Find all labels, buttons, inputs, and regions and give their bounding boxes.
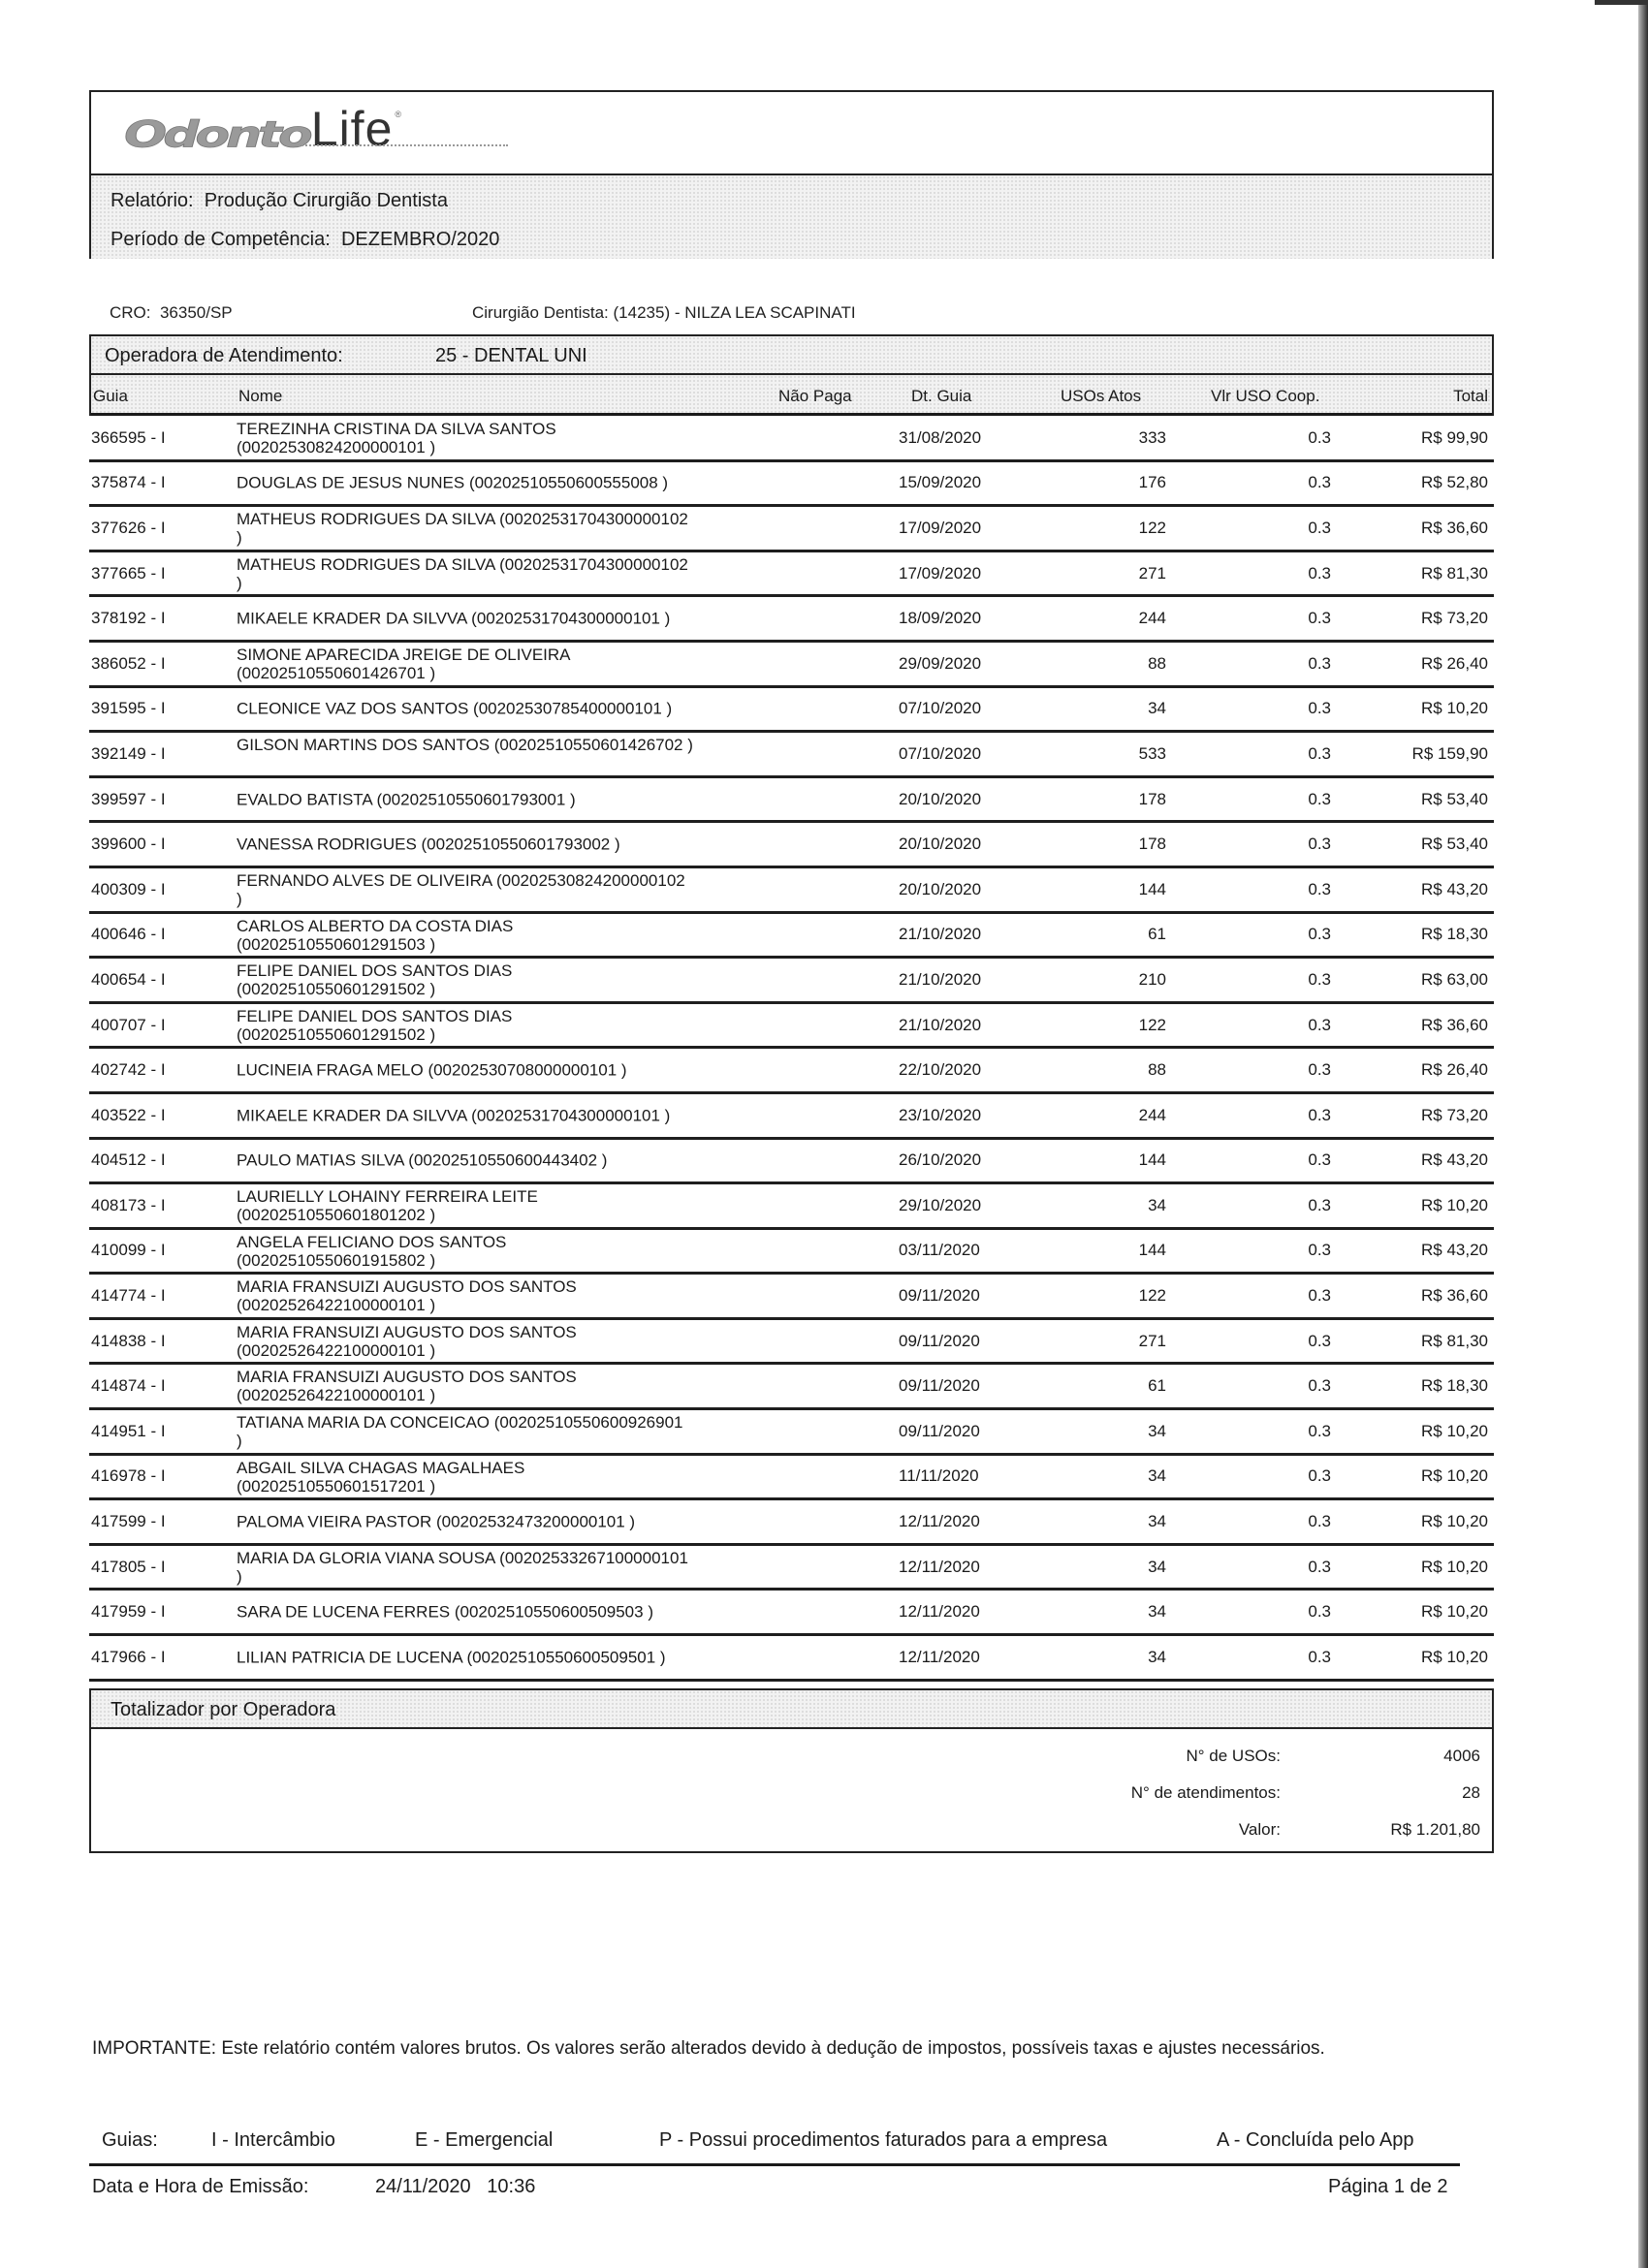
guia-number: 414838 - I — [91, 1331, 166, 1350]
usos-atos: 178 — [1138, 789, 1166, 808]
logo-area — [91, 92, 1492, 175]
emission-value: 24/11/2020 10:36 — [375, 2176, 536, 2197]
usos-atos: 122 — [1138, 1015, 1166, 1034]
row-total: R$ 26,40 — [1421, 653, 1488, 673]
row-total: R$ 10,20 — [1421, 1421, 1488, 1440]
row-total: R$ 43,20 — [1421, 879, 1488, 898]
patient-name-line2: (00202526422100000101 ) — [237, 1296, 436, 1315]
patient-name-line1: EVALDO BATISTA (00202510550601793001 ) — [237, 790, 576, 809]
usos-atos: 271 — [1138, 1331, 1166, 1350]
patient-name — [237, 1513, 779, 1531]
usos-atos: 34 — [1148, 1195, 1166, 1214]
guia-number: 410099 - I — [91, 1241, 166, 1260]
operadora-label: Operadora de Atendimento: — [105, 345, 343, 366]
vlr-uso: 0.3 — [1308, 789, 1331, 808]
patient-name-line1: MATHEUS RODRIGUES DA SILVA (00202531704300000102 — [237, 510, 688, 529]
vlr-uso: 0.3 — [1308, 1466, 1331, 1486]
totalizador-title: Totalizador por Operadora — [91, 1690, 1492, 1729]
patient-name-line1: FERNANDO ALVES DE OLIVEIRA (00202530824200000102 — [237, 870, 685, 890]
patient-name-line2: (00202510550601517201 ) — [237, 1476, 436, 1496]
guia-number: 414774 - I — [91, 1286, 166, 1306]
vlr-uso: 0.3 — [1308, 1376, 1331, 1396]
usos-atos: 61 — [1148, 925, 1166, 944]
row-total: R$ 73,20 — [1421, 1105, 1488, 1124]
logo-life-text: Life — [310, 102, 394, 156]
usos-atos: 144 — [1138, 879, 1166, 898]
row-total: R$ 52,80 — [1421, 473, 1488, 492]
guia-number: 391595 - I — [91, 699, 166, 718]
patient-name — [237, 1323, 779, 1360]
vlr-uso: 0.3 — [1308, 609, 1331, 628]
row-total: R$ 81,30 — [1421, 563, 1488, 583]
col-nao-paga: Não Paga — [778, 387, 852, 405]
guia-date: 29/10/2020 — [899, 1195, 982, 1214]
usos-atos: 88 — [1148, 653, 1166, 673]
guia-date: 17/09/2020 — [899, 518, 982, 537]
patient-name-line1: MARIA FRANSUIZI AUGUSTO DOS SANTOS — [237, 1277, 577, 1297]
patient-name — [237, 835, 779, 854]
guia-date: 18/09/2020 — [899, 609, 982, 628]
patient-name-line2: (00202510550601291502 ) — [237, 980, 436, 999]
row-total: R$ 10,20 — [1421, 1195, 1488, 1214]
patient-name — [237, 474, 779, 492]
vlr-uso: 0.3 — [1308, 1241, 1331, 1260]
row-total: R$ 10,20 — [1421, 699, 1488, 718]
usos-atos: 34 — [1148, 1466, 1166, 1486]
table-row — [89, 1636, 1494, 1682]
usos-atos: 34 — [1148, 1421, 1166, 1440]
row-total: R$ 36,60 — [1421, 1286, 1488, 1306]
total-usos-label: N° de USOs: — [1186, 1747, 1281, 1765]
patient-name-line2: (00202510550601426701 ) — [237, 663, 436, 682]
table-row — [89, 1320, 1494, 1366]
table-row — [89, 778, 1494, 824]
table-row — [89, 1140, 1494, 1185]
table-row — [89, 1094, 1494, 1140]
vlr-uso: 0.3 — [1308, 1602, 1331, 1622]
patient-name-line1: LILIAN PATRICIA DE LUCENA (00202510550600509501 ) — [237, 1648, 666, 1667]
vlr-uso: 0.3 — [1308, 1015, 1331, 1034]
guia-number: 414874 - I — [91, 1376, 166, 1396]
vlr-uso: 0.3 — [1308, 1331, 1331, 1350]
patient-name — [237, 1603, 779, 1622]
row-total: R$ 36,60 — [1421, 1015, 1488, 1034]
row-total: R$ 53,40 — [1421, 835, 1488, 854]
table-row — [89, 688, 1494, 734]
vlr-uso: 0.3 — [1308, 1421, 1331, 1440]
row-total: R$ 18,30 — [1421, 925, 1488, 944]
guia-number: 417959 - I — [91, 1602, 166, 1622]
row-total: R$ 53,40 — [1421, 789, 1488, 808]
registered-mark-icon: ® — [395, 110, 402, 119]
guia-date: 22/10/2020 — [899, 1060, 982, 1080]
table-row — [89, 643, 1494, 688]
patient-name-line2: (00202510550601915802 ) — [237, 1250, 436, 1270]
legend-emergencial: E - Emergencial — [415, 2129, 554, 2151]
table-row — [89, 1004, 1494, 1050]
usos-atos: 61 — [1148, 1376, 1166, 1396]
guia-number: 414951 - I — [91, 1421, 166, 1440]
guia-number: 399597 - I — [91, 789, 166, 808]
operadora-value: 25 - DENTAL UNI — [435, 345, 587, 366]
usos-atos: 176 — [1138, 473, 1166, 492]
operadora-section — [89, 334, 1494, 416]
guia-date: 21/10/2020 — [899, 925, 982, 944]
dentist-info — [472, 303, 856, 323]
table-row — [89, 1456, 1494, 1501]
usos-atos: 34 — [1148, 1512, 1166, 1531]
table-row — [89, 507, 1494, 552]
row-total: R$ 43,20 — [1421, 1150, 1488, 1170]
vlr-uso: 0.3 — [1308, 925, 1331, 944]
patient-name-line2: (00202526422100000101 ) — [237, 1340, 436, 1360]
vlr-uso: 0.3 — [1308, 835, 1331, 854]
total-atendimentos-label: N° de atendimentos: — [1130, 1783, 1281, 1802]
patient-name-line1: CARLOS ALBERTO DA COSTA DIAS — [237, 916, 514, 935]
patient-name-line2: ) — [237, 889, 242, 908]
guia-number: 416978 - I — [91, 1466, 166, 1486]
usos-atos: 333 — [1138, 427, 1166, 447]
guia-number: 375874 - I — [91, 473, 166, 492]
patient-name — [237, 871, 779, 908]
vlr-uso: 0.3 — [1308, 1060, 1331, 1080]
patient-name-line1: FELIPE DANIEL DOS SANTOS DIAS — [237, 961, 513, 981]
col-vlr-uso: Vlr USO Coop. — [1211, 387, 1320, 405]
dentist-value: (14235) - NILZA LEA SCAPINATI — [613, 303, 856, 322]
patient-name-line1: ABGAIL SILVA CHAGAS MAGALHAES — [237, 1458, 525, 1477]
patient-name-line2: (00202526422100000101 ) — [237, 1386, 436, 1405]
col-dt-guia: Dt. Guia — [911, 387, 972, 405]
row-total: R$ 10,20 — [1421, 1466, 1488, 1486]
patient-name — [237, 610, 779, 628]
vlr-uso: 0.3 — [1308, 427, 1331, 447]
totalizador-section — [89, 1688, 1494, 1853]
patient-name-line1: ANGELA FELICIANO DOS SANTOS — [237, 1232, 507, 1251]
patient-name-line1: CLEONICE VAZ DOS SANTOS (00202530785400000101 ) — [237, 699, 673, 718]
table-row — [89, 1500, 1494, 1546]
cro-label: CRO: — [110, 303, 151, 322]
usos-atos: 244 — [1138, 609, 1166, 628]
table-row — [89, 1365, 1494, 1410]
total-atendimentos-value: 28 — [1462, 1783, 1480, 1802]
guia-date: 29/09/2020 — [899, 653, 982, 673]
table-row — [89, 597, 1494, 643]
row-total: R$ 10,20 — [1421, 1512, 1488, 1531]
row-total: R$ 36,60 — [1421, 518, 1488, 537]
footer-divider — [89, 2163, 1460, 2166]
table-row — [89, 823, 1494, 868]
patient-name-line1: TATIANA MARIA DA CONCEICAO (00202510550600926901 — [237, 1413, 683, 1433]
patient-name-line1: SARA DE LUCENA FERRES (00202510550600509503 ) — [237, 1602, 653, 1622]
patient-name — [237, 1413, 779, 1450]
table-row — [89, 868, 1494, 914]
guia-number: 377665 - I — [91, 563, 166, 583]
patient-name — [237, 1106, 779, 1124]
guia-number: 377626 - I — [91, 518, 166, 537]
patient-name — [237, 1648, 779, 1666]
total-valor-value: R$ 1.201,80 — [1390, 1820, 1480, 1839]
guia-number: 399600 - I — [91, 835, 166, 854]
vlr-uso: 0.3 — [1308, 653, 1331, 673]
guia-number: 408173 - I — [91, 1195, 166, 1214]
guia-date: 21/10/2020 — [899, 1015, 982, 1034]
patient-name — [237, 961, 779, 998]
patient-name-line2: (00202510550601801202 ) — [237, 1206, 436, 1225]
guia-date: 07/10/2020 — [899, 743, 982, 763]
guia-number: 417599 - I — [91, 1512, 166, 1531]
patient-name-line2: (00202510550601291503 ) — [237, 934, 436, 954]
usos-atos: 271 — [1138, 563, 1166, 583]
table-row — [89, 1591, 1494, 1636]
guia-number: 417805 - I — [91, 1557, 166, 1576]
patient-name-line1: MIKAELE KRADER DA SILVVA (00202531704300000101 ) — [237, 1106, 671, 1125]
row-total: R$ 26,40 — [1421, 1060, 1488, 1080]
patient-name — [237, 1007, 779, 1044]
vlr-uso: 0.3 — [1308, 563, 1331, 583]
guia-number: 366595 - I — [91, 427, 166, 447]
patient-name — [237, 700, 779, 718]
patient-name-line1: PAULO MATIAS SILVA (00202510550600443402 ) — [237, 1150, 608, 1170]
table-row — [89, 462, 1494, 508]
guia-date: 12/11/2020 — [899, 1557, 980, 1576]
report-title-label: Relatório: — [111, 190, 194, 211]
guia-date: 20/10/2020 — [899, 879, 982, 898]
table-row — [89, 1275, 1494, 1320]
patient-name — [237, 1368, 779, 1404]
usos-atos: 34 — [1148, 1557, 1166, 1576]
usos-atos: 244 — [1138, 1105, 1166, 1124]
guia-date: 26/10/2020 — [899, 1150, 982, 1170]
patient-name-line2: ) — [237, 528, 242, 548]
table-header — [91, 375, 1492, 416]
guia-date: 20/10/2020 — [899, 835, 982, 854]
patient-name-line1: VANESSA RODRIGUES (00202510550601793002 ) — [237, 835, 620, 854]
patient-name — [237, 1187, 779, 1224]
vlr-uso: 0.3 — [1308, 1286, 1331, 1306]
table-row — [89, 1049, 1494, 1094]
row-total: R$ 99,90 — [1421, 427, 1488, 447]
guia-number: 402742 - I — [91, 1060, 166, 1080]
col-usos-atos: USOs Atos — [1061, 387, 1142, 405]
report-title — [111, 181, 1492, 220]
col-nome: Nome — [238, 387, 283, 405]
guia-number: 392149 - I — [91, 743, 166, 763]
guia-date: 15/09/2020 — [899, 473, 982, 492]
patient-name-line2: ) — [237, 1432, 242, 1451]
vlr-uso: 0.3 — [1308, 518, 1331, 537]
guia-number: 386052 - I — [91, 653, 166, 673]
patient-name-line1: MARIA DA GLORIA VIANA SOUSA (00202533267100000101 — [237, 1548, 688, 1567]
patient-name — [237, 420, 779, 457]
usos-atos: 144 — [1138, 1150, 1166, 1170]
table-row — [89, 959, 1494, 1004]
table-row — [89, 1230, 1494, 1276]
row-total: R$ 18,30 — [1421, 1376, 1488, 1396]
guia-date: 31/08/2020 — [899, 427, 982, 447]
vlr-uso: 0.3 — [1308, 1557, 1331, 1576]
usos-atos: 210 — [1138, 969, 1166, 989]
legend-intercambio: I - Intercâmbio — [211, 2129, 335, 2151]
scan-artifact — [1595, 0, 1648, 5]
row-total: R$ 73,20 — [1421, 609, 1488, 628]
scan-edge — [1638, 0, 1648, 2268]
usos-atos: 88 — [1148, 1060, 1166, 1080]
vlr-uso: 0.3 — [1308, 743, 1331, 763]
guias-label: Guias: — [102, 2129, 158, 2151]
patient-name-line1: GILSON MARTINS DOS SANTOS (00202510550601426702 ) — [237, 736, 693, 755]
patient-name — [237, 510, 779, 547]
patient-name-line1: FELIPE DANIEL DOS SANTOS DIAS — [237, 1006, 513, 1025]
patient-name — [237, 1549, 779, 1586]
cro-info — [110, 303, 233, 323]
guia-date: 09/11/2020 — [899, 1376, 980, 1396]
row-total: R$ 81,30 — [1421, 1331, 1488, 1350]
report-info — [91, 175, 1492, 259]
vlr-uso: 0.3 — [1308, 1150, 1331, 1170]
row-total: R$ 43,20 — [1421, 1241, 1488, 1260]
table-row — [89, 733, 1494, 778]
patient-name — [237, 790, 779, 808]
usos-atos: 178 — [1138, 835, 1166, 854]
guia-number: 400309 - I — [91, 879, 166, 898]
vlr-uso: 0.3 — [1308, 473, 1331, 492]
guia-date: 09/11/2020 — [899, 1331, 980, 1350]
guia-number: 417966 - I — [91, 1647, 166, 1666]
table-row — [89, 1410, 1494, 1456]
table-row — [89, 1546, 1494, 1591]
patient-name-line1: SIMONE APARECIDA JREIGE DE OLIVEIRA — [237, 645, 571, 664]
important-notice: IMPORTANTE: Este relatório contém valores brutos. Os valores serão alterados devido à dedução de impostos, possíveis taxas e ajustes necessários. — [92, 2038, 1325, 2059]
col-total: Total — [1453, 387, 1488, 405]
vlr-uso: 0.3 — [1308, 879, 1331, 898]
patient-name-line1: MIKAELE KRADER DA SILVVA (00202531704300000101 ) — [237, 609, 671, 628]
total-usos-value: 4006 — [1443, 1747, 1480, 1765]
patient-name-line1: MATHEUS RODRIGUES DA SILVA (00202531704300000102 — [237, 554, 688, 574]
patient-name-line2: (00202530824200000101 ) — [237, 438, 436, 457]
guia-date: 12/11/2020 — [899, 1602, 980, 1622]
legend-procedimentos: P - Possui procedimentos faturados para a empresa — [659, 2129, 1108, 2151]
usos-atos: 122 — [1138, 1286, 1166, 1306]
guia-date: 11/11/2020 — [899, 1466, 979, 1486]
table-row — [89, 1184, 1494, 1230]
patient-name — [237, 736, 779, 754]
report-title-value: Produção Cirurgião Dentista — [204, 190, 448, 211]
report-period-label: Período de Competência: — [111, 229, 331, 250]
patient-name-line1: PALOMA VIEIRA PASTOR (00202532473200000101 ) — [237, 1512, 636, 1531]
row-total: R$ 63,00 — [1421, 969, 1488, 989]
guia-date: 12/11/2020 — [899, 1512, 980, 1531]
patient-name-line1: LAURIELLY LOHAINY FERREIRA LEITE — [237, 1187, 538, 1207]
guia-date: 09/11/2020 — [899, 1286, 980, 1306]
patient-name — [237, 1151, 779, 1170]
row-total: R$ 10,20 — [1421, 1647, 1488, 1666]
patient-name-line2: ) — [237, 573, 242, 592]
usos-atos: 533 — [1138, 743, 1166, 763]
vlr-uso: 0.3 — [1308, 1647, 1331, 1666]
row-total: R$ 10,20 — [1421, 1557, 1488, 1576]
dentist-label: Cirurgião Dentista: — [472, 303, 609, 322]
table-row — [89, 417, 1494, 462]
guia-date: 07/10/2020 — [899, 699, 982, 718]
patient-name-line1: MARIA FRANSUIZI AUGUSTO DOS SANTOS — [237, 1322, 577, 1341]
guia-date: 17/09/2020 — [899, 563, 982, 583]
vlr-uso: 0.3 — [1308, 1195, 1331, 1214]
usos-atos: 144 — [1138, 1241, 1166, 1260]
report-period-value: DEZEMBRO/2020 — [340, 229, 500, 250]
page-number: Página 1 de 2 — [1328, 2176, 1448, 2197]
guia-date: 20/10/2020 — [899, 789, 982, 808]
report-period — [111, 220, 1492, 259]
patient-name — [237, 917, 779, 954]
table-row — [89, 914, 1494, 960]
guia-number: 404512 - I — [91, 1150, 166, 1170]
logo-tagline — [295, 144, 508, 149]
guia-date: 03/11/2020 — [899, 1241, 980, 1260]
patient-name — [237, 1277, 779, 1314]
cro-value: 36350/SP — [159, 303, 233, 322]
report-header — [89, 90, 1494, 259]
patient-name-line1: LUCINEIA FRAGA MELO (00202530708000000101 ) — [237, 1060, 627, 1080]
guia-date: 09/11/2020 — [899, 1421, 980, 1440]
guia-number: 400707 - I — [91, 1015, 166, 1034]
emission-label: Data e Hora de Emissão: — [92, 2176, 309, 2197]
usos-atos: 34 — [1148, 1647, 1166, 1666]
operadora-header — [91, 336, 1492, 375]
legend-app: A - Concluída pelo App — [1217, 2129, 1414, 2151]
patient-name — [237, 1233, 779, 1270]
patient-name-line1: TEREZINHA CRISTINA DA SILVA SANTOS — [237, 420, 556, 438]
patient-name-line2: ) — [237, 1566, 242, 1586]
vlr-uso: 0.3 — [1308, 969, 1331, 989]
usos-atos: 34 — [1148, 699, 1166, 718]
patient-name — [237, 1061, 779, 1080]
col-guia: Guia — [93, 387, 128, 405]
table-row — [89, 552, 1494, 598]
patient-name — [237, 646, 779, 682]
usos-atos: 34 — [1148, 1602, 1166, 1622]
row-total: R$ 10,20 — [1421, 1602, 1488, 1622]
patient-name-line2: (00202510550601291502 ) — [237, 1024, 436, 1044]
guia-date: 23/10/2020 — [899, 1105, 982, 1124]
vlr-uso: 0.3 — [1308, 699, 1331, 718]
patient-name — [237, 1459, 779, 1496]
guia-number: 378192 - I — [91, 609, 166, 628]
vlr-uso: 0.3 — [1308, 1105, 1331, 1124]
guia-number: 400646 - I — [91, 925, 166, 944]
usos-atos: 122 — [1138, 518, 1166, 537]
guia-date: 21/10/2020 — [899, 969, 982, 989]
logo-odonto-text: Odonto — [124, 113, 309, 156]
table-body — [89, 417, 1494, 1682]
patient-name-line1: DOUGLAS DE JESUS NUNES (00202510550600555008 ) — [237, 473, 669, 492]
guia-number: 400654 - I — [91, 969, 166, 989]
vlr-uso: 0.3 — [1308, 1512, 1331, 1531]
total-valor-label: Valor: — [1238, 1820, 1281, 1839]
patient-name — [237, 555, 779, 592]
guia-number: 403522 - I — [91, 1105, 166, 1124]
patient-name-line1: MARIA FRANSUIZI AUGUSTO DOS SANTOS — [237, 1368, 577, 1387]
row-total: R$ 159,90 — [1411, 743, 1488, 763]
guia-date: 12/11/2020 — [899, 1647, 980, 1666]
